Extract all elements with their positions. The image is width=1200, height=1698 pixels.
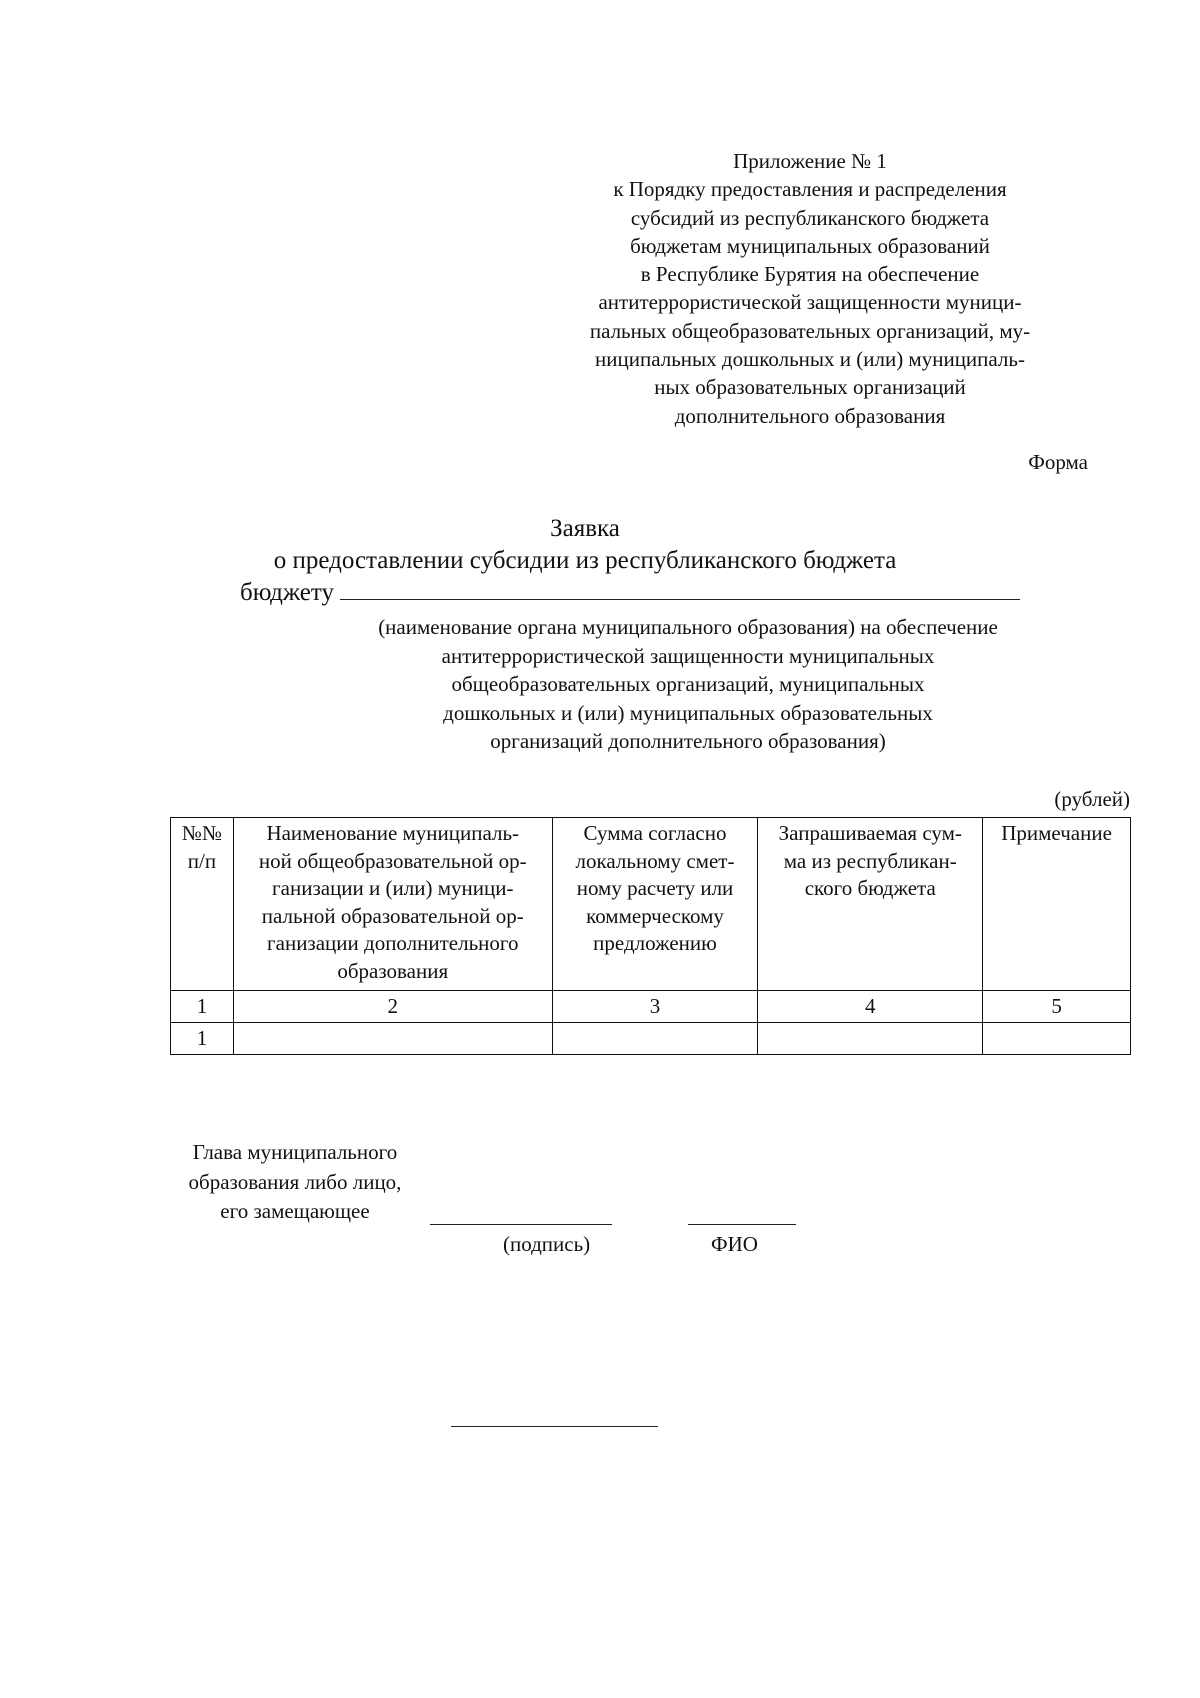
appendix-line: пальных общеобразовательных организаций, му- — [589, 318, 1031, 343]
signatory-caption-line: образования либо лицо, — [188, 1169, 402, 1194]
organization-cell[interactable] — [233, 1023, 552, 1055]
budget-name-blank[interactable] — [340, 577, 1020, 600]
header-cell-requested-sum: Запрашиваемая сум- ма из республикан- ского бюджета — [758, 818, 983, 991]
signatory-caption-line: его замещающее — [220, 1199, 370, 1223]
table-header-row — [171, 818, 1131, 991]
appendix-line: бюджетам муниципальных образований — [630, 233, 990, 258]
row-number-cell: 1 — [171, 1023, 234, 1055]
subtitle-line: общеобразовательных организаций, муниципальных — [451, 672, 925, 696]
appendix-line: антитеррористической защищенности муници- — [598, 290, 1022, 315]
appendix-line: субсидий из республиканского бюджета — [630, 205, 990, 230]
title-clarification — [318, 613, 1058, 756]
column-number-cell: 2 — [233, 991, 552, 1023]
full-name-label: ФИО — [711, 1232, 758, 1256]
appendix-line: Приложение № 1 — [733, 149, 887, 173]
appendix-line: ных образовательных организаций — [654, 375, 966, 400]
column-number-cell: 1 — [171, 991, 234, 1023]
title-budget-line — [240, 577, 1060, 609]
form-label: Форма — [1028, 450, 1088, 474]
subtitle-line: антитеррористической защищенности муниципальных — [441, 643, 935, 668]
header-cell-estimate-sum: Сумма согласно локальному смет- ному расчету или коммерческому предложению — [552, 818, 758, 991]
appendix-header — [540, 147, 1080, 430]
appendix-line: к Порядку предоставления и распределения — [613, 177, 1007, 202]
header-cell-organization: Наименование муниципаль- ной общеобразовательной ор- ганизации и (или) муници- пальной образовательной ор- ганизации дополнительного образования — [233, 818, 552, 991]
table-row — [171, 1023, 1131, 1055]
subtitle-line: организаций дополнительного образования) — [490, 729, 886, 753]
estimate-sum-cell[interactable] — [552, 1023, 758, 1055]
subtitle-line: (наименование органа муниципального образования) на обеспечение — [378, 615, 998, 639]
column-number-cell: 5 — [983, 991, 1131, 1023]
column-number-cell: 4 — [758, 991, 983, 1023]
full-name-blank[interactable] — [688, 1224, 796, 1225]
currency-note: (рублей) — [1054, 787, 1130, 811]
document-title — [240, 513, 1060, 609]
title-heading: Заявка — [550, 515, 620, 542]
header-cell-number: №№ п/п — [171, 818, 234, 991]
signature-label: (подпись) — [503, 1232, 591, 1256]
note-cell[interactable] — [983, 1023, 1131, 1055]
subtitle-line: дошкольных и (или) муниципальных образовательных — [443, 700, 933, 725]
requested-sum-cell[interactable] — [758, 1023, 983, 1055]
signatory-caption — [170, 1138, 420, 1227]
signature-blank[interactable] — [430, 1224, 612, 1225]
title-subject: о предоставлении субсидии из республиканского бюджета — [273, 547, 897, 574]
column-number-cell: 3 — [552, 991, 758, 1023]
signatory-caption-line: Глава муниципального — [192, 1140, 398, 1164]
appendix-line: в Республике Бурятия на обеспечение — [640, 262, 980, 287]
column-numbers-row — [171, 991, 1131, 1023]
header-cell-note: Примечание — [983, 818, 1131, 991]
end-divider — [451, 1426, 658, 1427]
title-budget-label: бюджету — [240, 579, 334, 606]
appendix-line: дополнительного образования — [674, 403, 946, 428]
request-table — [170, 817, 1131, 1055]
appendix-line: ниципальных дошкольных и (или) муниципаль- — [595, 347, 1025, 372]
